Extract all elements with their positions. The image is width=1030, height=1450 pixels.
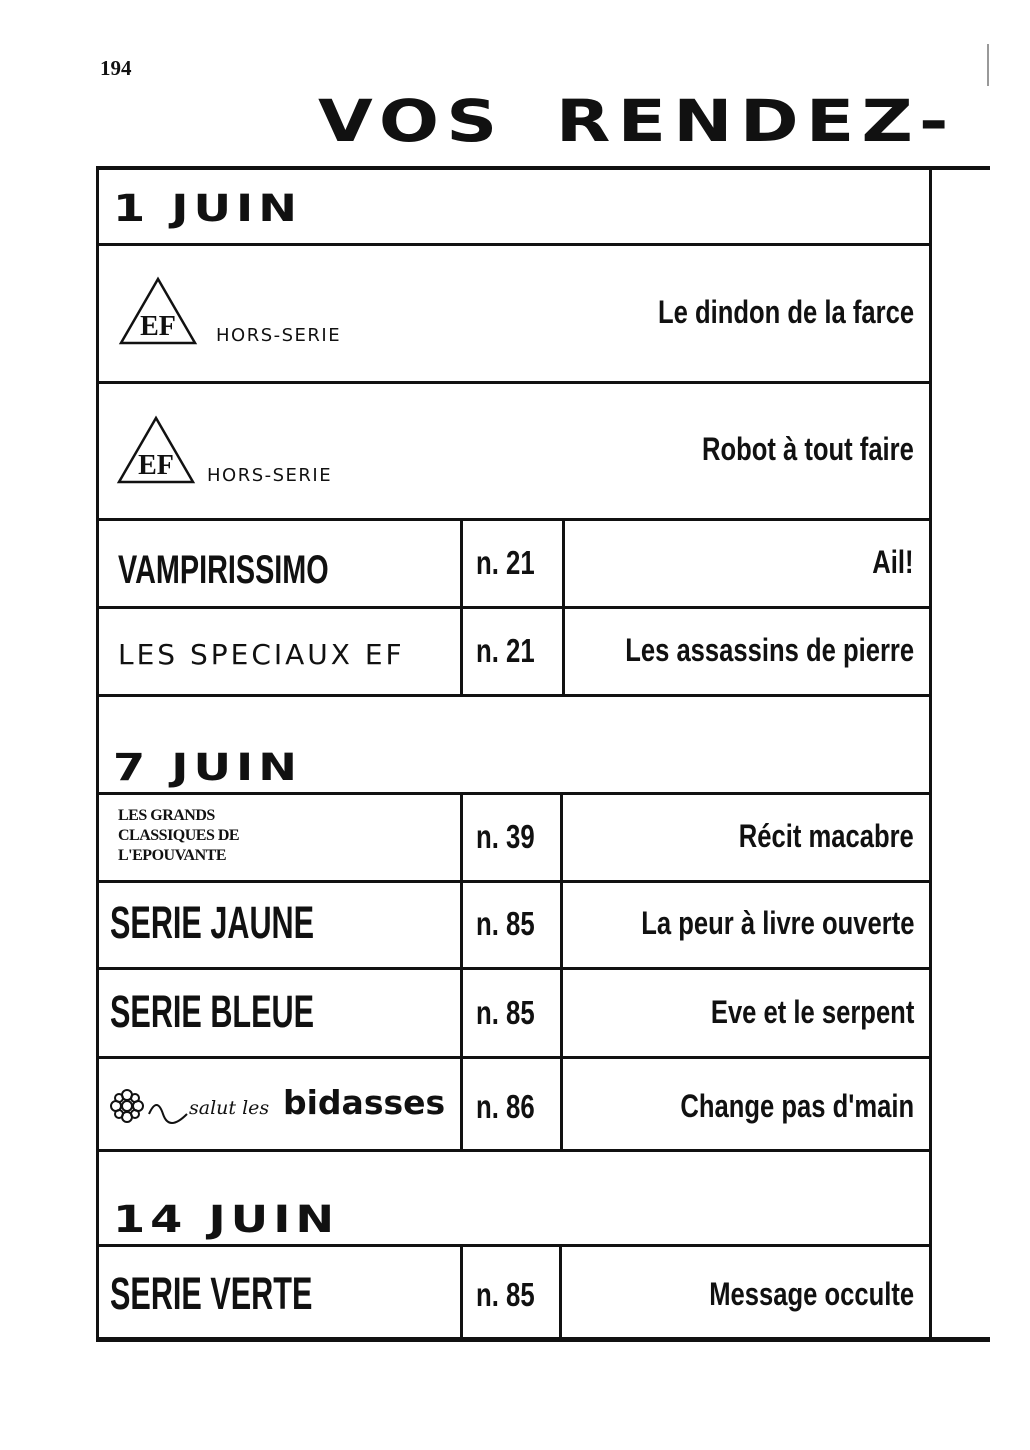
series-name: SERIE BLEUE xyxy=(110,986,315,1037)
issue-number: n. 86 xyxy=(476,1088,535,1125)
series-name: VAMPIRISSIMO xyxy=(118,548,329,592)
title-text: Message occulte xyxy=(709,1276,914,1312)
title-text: Ail! xyxy=(872,544,914,580)
edge-rule xyxy=(987,44,989,86)
row-divider xyxy=(96,518,932,521)
row-divider xyxy=(96,1149,932,1152)
ef-logo-icon xyxy=(116,415,196,485)
row-divider xyxy=(96,694,932,697)
series-name: HORS-SERIE xyxy=(207,465,333,486)
row-divider xyxy=(96,243,932,246)
heading-word-1: VOS xyxy=(318,87,505,155)
row-divider xyxy=(96,1056,932,1059)
date-heading: 14 JUIN xyxy=(113,1198,340,1241)
row-divider xyxy=(96,606,932,609)
series-name: LES SPECIAUX EF xyxy=(118,638,405,671)
flower-icon xyxy=(109,1088,145,1124)
issue-number: n. 85 xyxy=(476,905,535,942)
title-text: La peur à livre ouverte xyxy=(640,905,914,941)
column-divider xyxy=(460,792,463,1151)
ef-logo-text: EF xyxy=(140,311,176,342)
title-text: Robot à tout faire xyxy=(702,431,914,467)
column-divider xyxy=(460,518,463,696)
title-text: Le dindon de la farce xyxy=(657,294,914,330)
row-divider xyxy=(96,381,932,384)
page-number: 194 xyxy=(100,56,132,80)
script-logo-lettering xyxy=(147,1090,279,1124)
row-divider xyxy=(96,967,932,970)
heading-word-2: RENDEZ- xyxy=(555,87,956,155)
ef-logo-icon xyxy=(118,276,198,346)
title-text: Récit macabre xyxy=(738,818,914,854)
table-left-rule xyxy=(96,166,99,1342)
page-heading xyxy=(318,87,956,155)
issue-number: n. 85 xyxy=(476,994,535,1031)
column-divider xyxy=(460,1244,463,1340)
series-name-line: CLASSIQUES DE xyxy=(118,827,240,844)
column-divider xyxy=(560,792,563,1151)
series-name: bidasses xyxy=(283,1083,446,1122)
issue-number: n. 21 xyxy=(476,632,535,669)
series-name: SERIE VERTE xyxy=(110,1268,313,1319)
table-right-rule xyxy=(929,166,932,1342)
row-divider xyxy=(96,880,932,883)
title-text: Eve et le serpent xyxy=(710,994,914,1030)
series-name-line: L'EPOUVANTE xyxy=(118,847,227,864)
column-divider xyxy=(562,518,565,696)
ef-logo-text: EF xyxy=(138,450,174,481)
date-heading: 7 JUIN xyxy=(113,746,302,789)
issue-number: n. 85 xyxy=(476,1276,535,1313)
issue-number: n. 21 xyxy=(476,544,535,581)
series-name xyxy=(118,806,239,866)
title-text: Change pas d'main xyxy=(680,1088,914,1124)
table-top-rule xyxy=(96,166,990,170)
table-bottom-rule xyxy=(96,1337,990,1342)
date-heading: 1 JUIN xyxy=(113,187,302,230)
series-name: HORS-SERIE xyxy=(216,325,342,346)
row-divider xyxy=(96,1244,932,1247)
script-lettering-text: salut les xyxy=(189,1097,270,1119)
series-name: SERIE JAUNE xyxy=(110,897,315,948)
series-name-line: LES GRANDS xyxy=(118,807,215,824)
row-divider xyxy=(96,792,932,795)
title-text: Les assassins de pierre xyxy=(625,632,914,668)
column-divider xyxy=(559,1244,562,1340)
issue-number: n. 39 xyxy=(476,818,535,855)
